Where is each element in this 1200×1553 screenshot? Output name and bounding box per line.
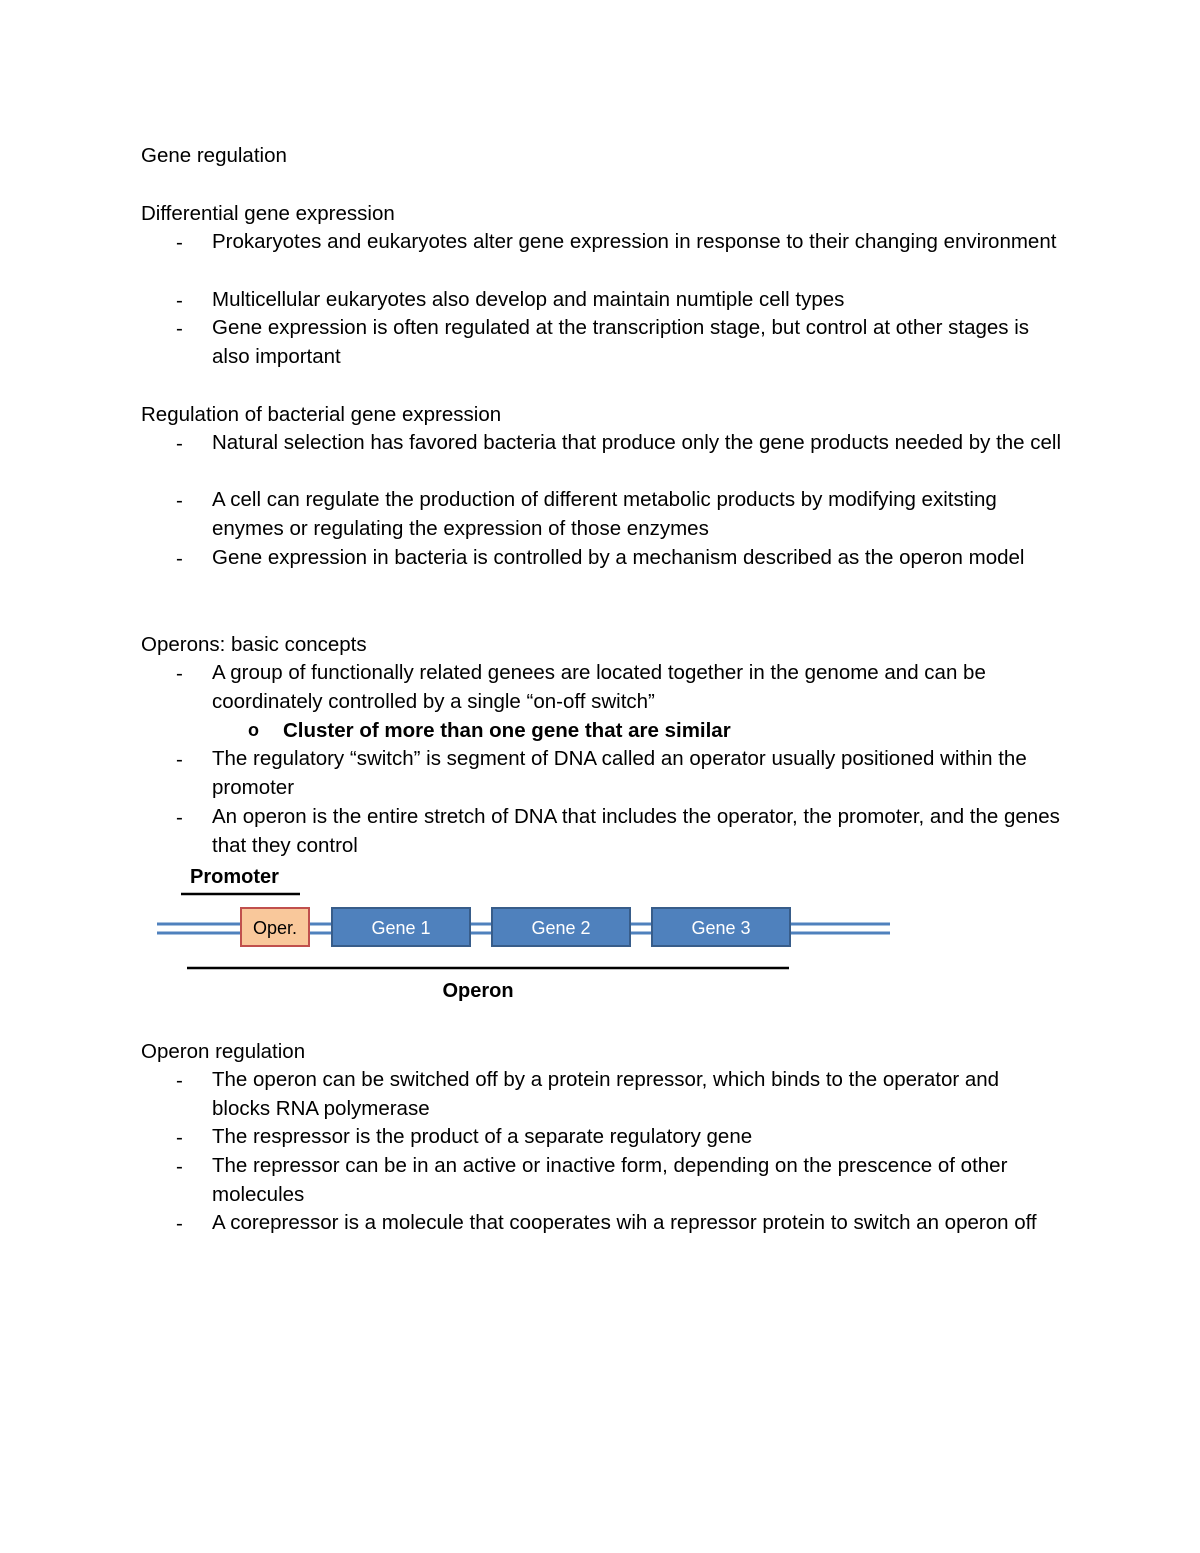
gene-label: Gene 2 xyxy=(531,918,591,938)
bullet-item: Prokaryotes and eukaryotes alter gene expression in response to their changing environment xyxy=(212,230,1057,253)
bullet-marker: - xyxy=(176,547,183,570)
sub-bullet-marker: o xyxy=(248,720,259,740)
bullet-item: The respressor is the product of a separate regulatory gene xyxy=(212,1125,753,1148)
bullet-item: Natural selection has favored bacteria that produce only the gene products needed by the cell xyxy=(212,431,1062,454)
bullet-marker: - xyxy=(176,1155,183,1178)
bullet-marker: - xyxy=(176,317,183,340)
bullet-item: The operon can be switched off by a protein repressor, which binds to the operator and blocks RNA polymerase xyxy=(212,1068,1000,1120)
section-heading: Operon regulation xyxy=(141,1040,306,1063)
section-heading: Operons: basic concepts xyxy=(141,633,367,656)
bullet-marker: - xyxy=(176,432,183,455)
bullet-marker: - xyxy=(176,289,183,312)
bullet-marker: - xyxy=(176,231,183,254)
section-heading: Regulation of bacterial gene expression xyxy=(141,403,502,426)
bullet-marker: - xyxy=(176,1212,183,1235)
document-title: Gene regulation xyxy=(141,144,287,167)
operon-label: Operon xyxy=(442,980,514,1002)
sub-bullet-item: Cluster of more than one gene that are similar xyxy=(283,719,731,742)
gene-label: Gene 3 xyxy=(691,918,751,938)
bullet-item: A group of functionally related genees are located together in the genome and can be coordinately controlled by a single “on-off switch” xyxy=(212,661,986,713)
bullet-marker: - xyxy=(176,489,183,512)
bullet-marker: - xyxy=(176,806,183,829)
operator-label: Oper. xyxy=(252,918,298,938)
bullet-marker: - xyxy=(176,1126,183,1149)
bullet-marker: - xyxy=(176,748,183,771)
bullet-item: A corepressor is a molecule that cooperates wih a repressor protein to switch an operon off xyxy=(212,1211,1037,1234)
gene-label: Gene 1 xyxy=(371,918,431,938)
section-heading: Differential gene expression xyxy=(141,202,395,225)
bullet-item: Multicellular eukaryotes also develop and maintain numtiple cell types xyxy=(212,288,845,311)
bullet-marker: - xyxy=(176,662,183,685)
bullet-item: A cell can regulate the production of different metabolic products by modifying exitsting enymes or regulating the expression of those enzymes xyxy=(212,488,997,540)
bullet-item: An operon is the entire stretch of DNA that includes the operator, the promoter, and the genes that they control xyxy=(212,805,1060,857)
promoter-label: Promoter xyxy=(190,866,279,888)
operon-diagram xyxy=(145,862,905,1010)
bullet-marker: - xyxy=(176,1069,183,1092)
bullet-item: The regulatory “switch” is segment of DNA called an operator usually positioned within the promoter xyxy=(212,747,1027,799)
bullet-item: Gene expression in bacteria is controlled by a mechanism described as the operon model xyxy=(212,546,1025,569)
bullet-item: Gene expression is often regulated at the transcription stage, but control at other stages is also important xyxy=(212,316,1030,368)
bullet-item: The repressor can be in an active or inactive form, depending on the prescence of other molecules xyxy=(212,1154,1008,1206)
operon-diagram-svg xyxy=(145,862,905,1010)
